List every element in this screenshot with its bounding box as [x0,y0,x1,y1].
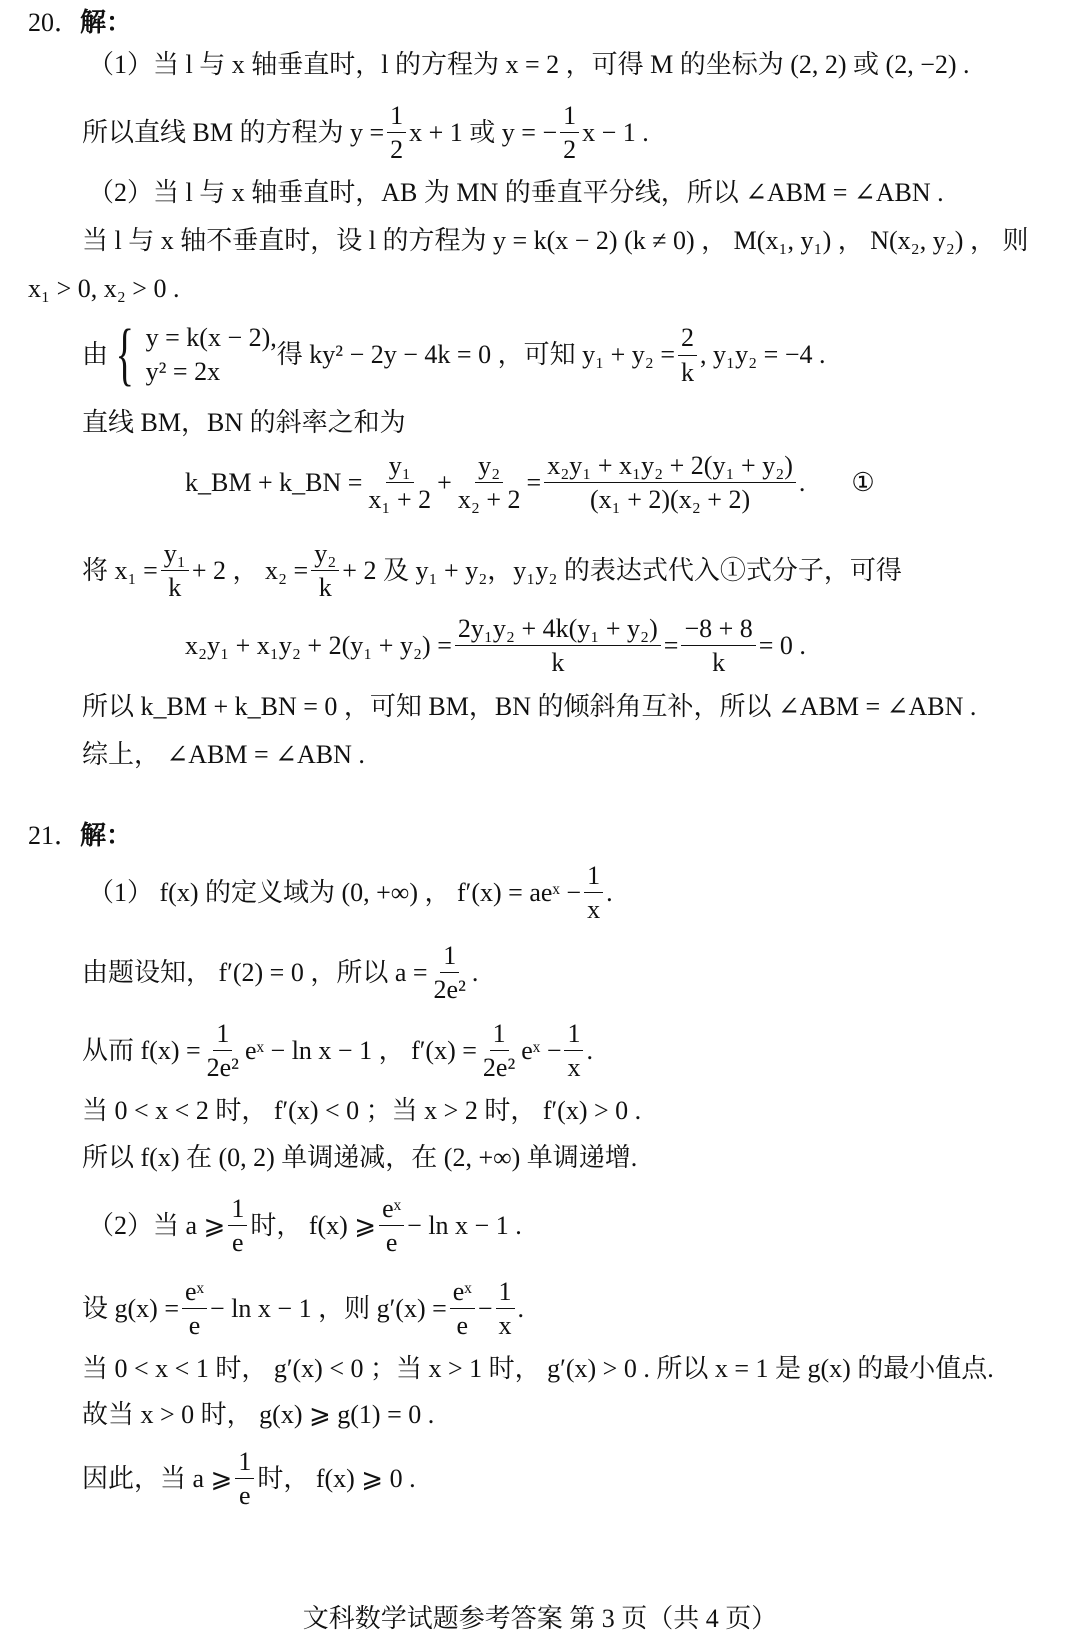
p21-line-3 [82,1020,1080,1082]
numerator: y₁ [386,452,414,483]
p20-line-4: 当 l 与 x 轴不垂直时，设 l 的方程为 y = k(x − 2) (k ≠ 0) ， M(x₁, y₁) ， N(x₂, y₂) ， 则 [82,226,1029,255]
fraction [182,1278,207,1340]
text: 时， f(x) ⩾ 0 . [257,1463,416,1493]
solution-label: 解： [80,8,133,37]
numerator: 1 [560,102,579,133]
numerator: 1 [496,1278,515,1309]
equation-system [108,316,277,393]
text: x + 1 或 y = − [409,117,558,147]
numerator: 1 [564,1020,583,1051]
numerator: 2 [678,324,697,355]
text: + 2 及 y₁ + y₂，y₁y₂ 的表达式代入①式分子，可得 [342,555,902,585]
numerator: x₂y₁ + x₁y₂ + 2(y₁ + y₂) [544,452,796,483]
denominator: 2e² [206,1053,239,1083]
text: . [517,1293,524,1323]
text: − [477,1293,493,1323]
denominator: e [232,1228,244,1258]
text: = 0 . [758,630,806,660]
numerator: eˣ [379,1195,404,1226]
text: , y₁y₂ = −4 . [700,340,826,369]
system-rows [146,325,277,385]
p21-line-5: 所以 f(x) 在 (0, 2) 单调递减，在 (2, +∞) 单调递增. [82,1143,638,1172]
text: + [437,467,452,497]
system-row-1: y = k(x − 2), [145,323,277,352]
fraction [311,540,339,602]
text: 因此，当 a ⩾ [82,1463,233,1493]
numerator: 1 [213,1020,232,1051]
fraction [204,1020,242,1082]
fraction [431,942,469,1004]
fraction [379,1195,404,1257]
page-footer: 文科数学试题参考答案 第 3 页（共 4 页） [302,1604,778,1633]
denominator: k [551,648,565,678]
text: . [471,957,479,987]
denominator: x [567,1053,581,1083]
fraction [681,615,755,677]
fraction [228,1195,247,1257]
p21-line-4: 当 0 < x < 2 时， f′(x) < 0 ；当 x > 2 时， f′(x) > 0 . [82,1096,642,1125]
text: 由题设知， f′(2) = 0 ，所以 a = [82,957,428,987]
left-brace: { [115,316,135,393]
fraction [450,1278,475,1340]
numerator: 1 [235,1448,254,1479]
denominator: x₁ + 2 [368,485,432,515]
text: 设 g(x) = [82,1293,179,1323]
fraction [544,452,796,514]
denominator: (x₁ + 2)(x₂ + 2) [590,485,751,515]
p20-line-2 [82,102,1080,164]
text: 所以直线 BM 的方程为 y = [82,117,385,147]
numerator: 2y₁y₂ + 4k(y₁ + y₂) [455,615,661,646]
denominator: e [456,1311,469,1341]
text: . [606,877,613,907]
fraction [480,1020,518,1082]
fraction [678,324,697,386]
p21-line-8: 当 0 < x < 1 时， g′(x) < 0 ；当 x > 1 时， g′(x) > 0 . 所以 x = 1 是 g(x) 的最小值点. [82,1354,994,1383]
system-row-2: y² = 2x [145,357,221,386]
text: + 2 ， x₂ = [191,555,309,585]
fraction [365,452,434,514]
denominator: k [318,573,332,603]
p20-line-5: x₁ > 0, x₂ > 0 . [28,274,180,303]
p20-line-12: 综上， ∠ABM = ∠ABN . [82,740,365,769]
fraction [235,1448,254,1510]
fraction [584,862,603,924]
fraction [496,1278,515,1340]
text: x − 1 . [582,117,649,147]
text: （1） f(x) 的定义域为 (0, +∞) ， f′(x) = aeˣ − [88,877,582,907]
numerator: y₂ [475,452,503,483]
numerator: y₁ [161,540,189,571]
denominator: k [168,573,182,603]
problem-number: 20． [28,8,81,37]
p21-line-7 [82,1278,1080,1340]
numerator: eˣ [450,1278,475,1309]
denominator: 2 [390,135,404,165]
text: = [526,467,542,497]
denominator: 2e² [433,975,466,1005]
numerator: y₂ [311,540,339,571]
numerator: 1 [387,102,406,133]
problem-21-header [28,823,1080,849]
text: − ln x − 1 . [407,1210,522,1240]
fraction [560,102,579,164]
text: 时， f(x) ⩾ [250,1210,377,1240]
text: 由 [82,340,109,369]
denominator: k [681,357,695,387]
fraction [455,615,661,677]
denominator: 2 [563,135,577,165]
text: 将 x₁ = [82,555,158,585]
text: eˣ − ln x − 1 ， f′(x) = [244,1035,477,1065]
problem-20-header [28,10,1080,36]
solution-label: 解： [80,821,133,850]
p20-line-9 [82,540,1080,602]
text: 从而 f(x) = [82,1035,201,1065]
denominator: e [239,1481,251,1511]
p20-line-3: （2）当 l 与 x 轴垂直时，AB 为 MN 的垂直平分线，所以 ∠ABM = ∠ABN . [88,178,944,207]
fraction [455,452,524,514]
p20-line-11: 所以 k_BM + k_BN = 0 ，可知 BM，BN 的倾斜角互补，所以 ∠ABM = ∠ABN . [82,692,977,721]
denominator: x [498,1311,512,1341]
numerator: 1 [584,862,603,893]
text: . [798,467,806,497]
p20-line-6 [82,316,1080,393]
p21-line-6 [88,1195,1080,1257]
text: − ln x − 1 ，则 g′(x) = [210,1293,447,1323]
p20-line-1: （1）当 l 与 x 轴垂直时，l 的方程为 x = 2 ，可得 M 的坐标为 (2, 2) 或 (2, −2) . [88,50,970,79]
denominator: x₂ + 2 [457,485,521,515]
p21-line-10 [82,1448,1080,1510]
denominator: e [385,1228,398,1258]
text: 得 ky² − 2y − 4k = 0 ，可知 y₁ + y₂ = [276,340,676,369]
text: . [586,1035,593,1065]
denominator: k [712,648,726,678]
text: （2）当 a ⩾ [88,1210,226,1240]
numerator: eˣ [182,1278,207,1309]
problem-number: 21． [28,821,81,850]
fraction [387,102,406,164]
numerator: 1 [228,1195,247,1226]
text: k_BM + k_BN = [185,467,363,497]
p20-line-8 [185,452,1080,514]
text: eˣ − [521,1035,562,1065]
numerator: 1 [490,1020,509,1051]
denominator: 2e² [482,1053,516,1083]
fraction [564,1020,583,1082]
equation-marker: ① [851,467,875,497]
p20-line-10 [185,615,1080,677]
text: x₂y₁ + x₁y₂ + 2(y₁ + y₂) = [185,630,452,660]
p21-line-2 [82,942,1080,1004]
p21-line-9: 故当 x > 0 时， g(x) ⩾ g(1) = 0 . [82,1400,435,1429]
p21-line-1 [88,862,1080,924]
fraction [161,540,189,602]
text: = [663,630,679,660]
denominator: x [587,895,601,925]
numerator: 1 [440,942,459,973]
p20-line-7: 直线 BM，BN 的斜率之和为 [82,408,406,437]
numerator: −8 + 8 [681,615,755,646]
denominator: e [188,1311,201,1341]
